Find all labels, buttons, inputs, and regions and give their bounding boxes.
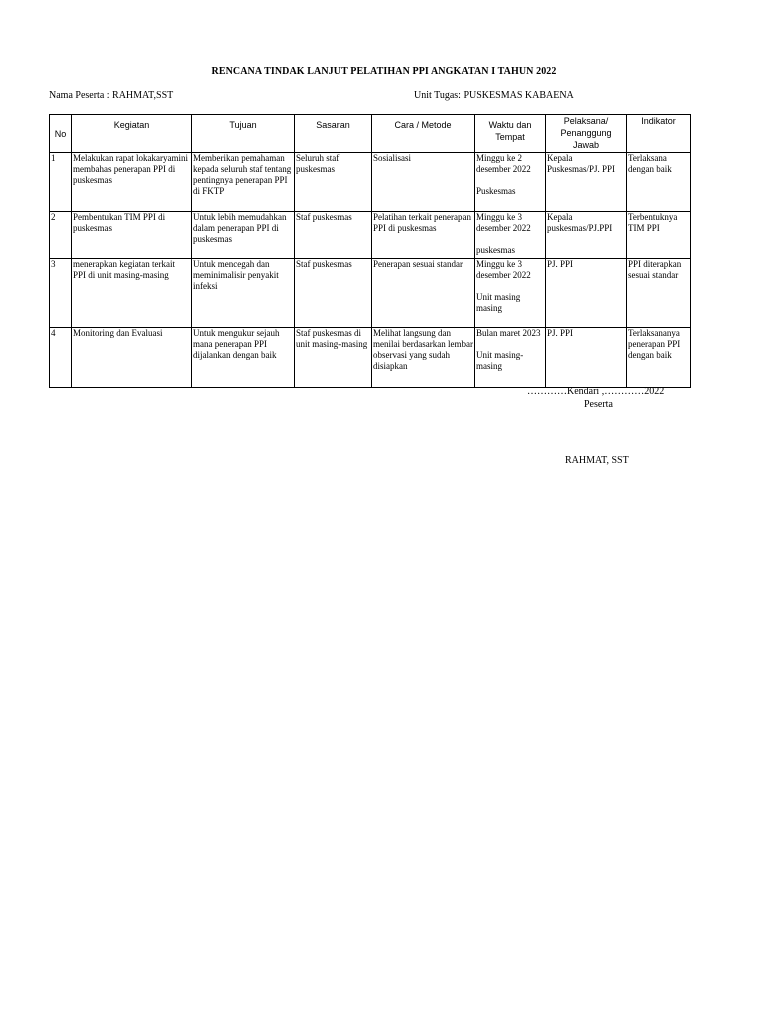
document-title: RENCANA TINDAK LANJUT PELATIHAN PPI ANGKATAN I TAHUN 2022 [211, 66, 557, 77]
cell-no: 1 [50, 153, 72, 212]
cell-waktu [475, 153, 546, 212]
participant-name: Nama Peserta : RAHMAT,SST [49, 90, 174, 101]
cell-no: 4 [50, 328, 72, 388]
cell-pelaksana: Kepala puskesmas/PJ.PPI [546, 212, 627, 259]
cell-tujuan: Untuk mengukur sejauh mana penerapan PPI dijalankan dengan baik [192, 328, 295, 388]
header-kegiatan: Kegiatan [72, 115, 192, 153]
header-no: No [50, 115, 72, 153]
cell-indikator: Terlaksana dengan baik [627, 153, 691, 212]
cell-no: 3 [50, 259, 72, 328]
cell-tujuan: Untuk lebih memudahkan dalam penerapan PPI di puskesmas [192, 212, 295, 259]
cell-cara: Sosialisasi [372, 153, 475, 212]
cell-tujuan: Memberikan pemahaman kepada seluruh staf tentang pentingnya penerapan PPI di FKTP [192, 153, 295, 212]
waktu-place: Unit masing-masing [476, 350, 524, 371]
cell-pelaksana: PJ. PPI [546, 328, 627, 388]
cell-kegiatan: Monitoring dan Evaluasi [72, 328, 192, 388]
table-row [50, 153, 691, 212]
cell-kegiatan: Pembentukan TIM PPI di puskesmas [72, 212, 192, 259]
table-row [50, 259, 691, 328]
cell-indikator: PPI diterapkan sesuai standar [627, 259, 691, 328]
header-cara: Cara / Metode [372, 115, 475, 153]
cell-waktu [475, 328, 546, 388]
cell-sasaran: Staf puskesmas [295, 212, 372, 259]
signature-name: RAHMAT, SST [565, 455, 629, 466]
header-indikator: Indikator [627, 115, 691, 153]
action-plan-table [49, 114, 691, 388]
waktu-time: Minggu ke 3 desember 2022 [476, 259, 531, 280]
cell-sasaran: Staf puskesmas [295, 259, 372, 328]
table-row [50, 212, 691, 259]
cell-indikator: Terbentuknya TIM PPI [627, 212, 691, 259]
cell-sasaran: Seluruh staf puskesmas [295, 153, 372, 212]
signature-role: Peserta [584, 399, 613, 410]
cell-pelaksana: PJ. PPI [546, 259, 627, 328]
waktu-time: Minggu ke 2 desember 2022 [476, 153, 531, 174]
waktu-place: Puskesmas [476, 186, 516, 196]
cell-waktu [475, 212, 546, 259]
header-sasaran: Sasaran [295, 115, 372, 153]
work-unit: Unit Tugas: PUSKESMAS KABAENA [414, 90, 574, 101]
waktu-time: Bulan maret 2023 [476, 328, 541, 338]
cell-indikator: Terlaksananya penerapan PPI dengan baik [627, 328, 691, 388]
cell-no: 2 [50, 212, 72, 259]
cell-sasaran: Staf puskesmas di unit masing-masing [295, 328, 372, 388]
table-row [50, 328, 691, 388]
waktu-time: Minggu ke 3 desember 2022 [476, 212, 531, 233]
cell-cara: Melihat langsung dan menilai berdasarkan lembar observasi yang sudah disiapkan [372, 328, 475, 388]
cell-cara: Pelatihan terkait penerapan PPI di puskesmas [372, 212, 475, 259]
cell-pelaksana: Kepala Puskesmas/PJ. PPI [546, 153, 627, 212]
cell-kegiatan: menerapkan kegiatan terkait PPI di unit masing-masing [72, 259, 192, 328]
waktu-place: Unit masing masing [476, 292, 521, 313]
cell-kegiatan: Melakukan rapat lokakaryamini membahas penerapan PPI di puskesmas [72, 153, 192, 212]
header-pelaksana: Pelaksana/ Penanggung Jawab [546, 115, 627, 153]
table-header-row [50, 115, 691, 153]
header-tujuan: Tujuan [192, 115, 295, 153]
cell-tujuan: Untuk mencegah dan meminimalisir penyakit infeksi [192, 259, 295, 328]
cell-cara: Penerapan sesuai standar [372, 259, 475, 328]
waktu-place: puskesmas [476, 245, 515, 255]
header-waktu: Waktu dan Tempat [475, 115, 546, 153]
signature-place-date: …………Kendari ,…………2022 [527, 386, 665, 397]
cell-waktu [475, 259, 546, 328]
